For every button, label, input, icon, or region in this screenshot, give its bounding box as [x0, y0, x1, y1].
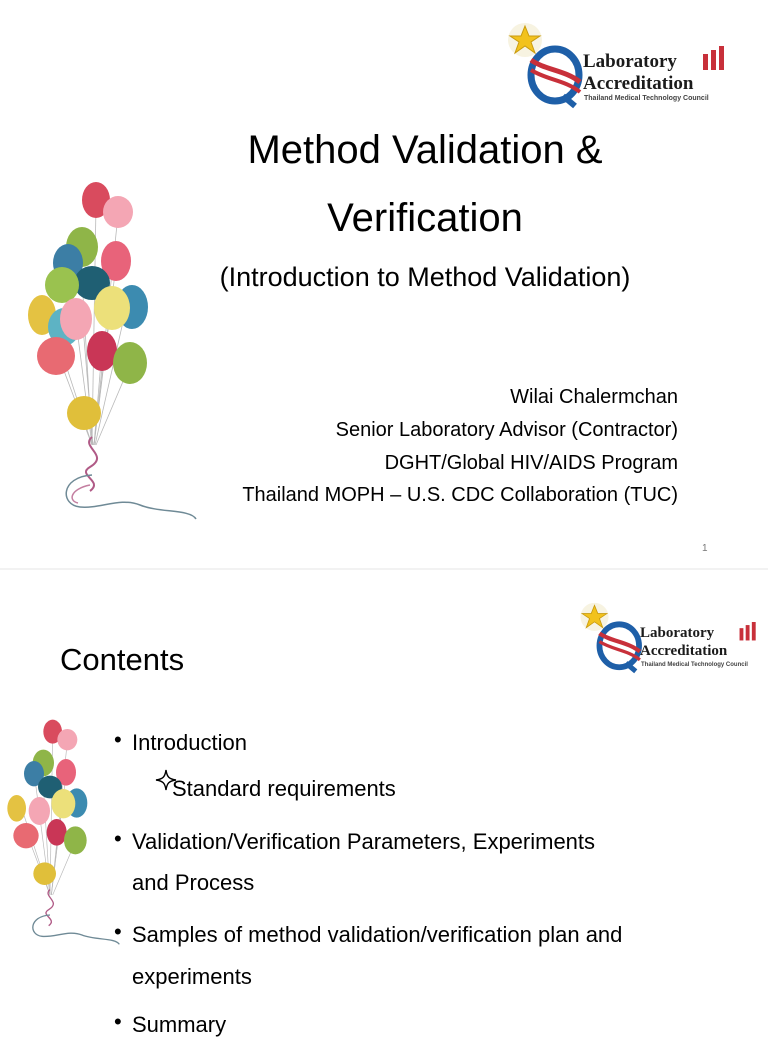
bullet-icon: • — [114, 1009, 122, 1034]
logo-subtitle: Thailand Medical Technology Council — [584, 95, 709, 102]
bullet-icon: • — [114, 826, 122, 851]
logo-subtitle: Thailand Medical Technology Council — [641, 662, 748, 668]
bullet-icon: • — [114, 919, 122, 944]
bullet-summary: Summary — [132, 1012, 227, 1037]
bullet-introduction: Introduction — [132, 730, 247, 755]
slide-number: 1 — [702, 543, 708, 554]
logo-line-laboratory: Laboratory — [583, 51, 677, 72]
bullet-parameters-line-2: and Process — [132, 870, 255, 895]
logo-line-accreditation: Accreditation — [640, 643, 728, 659]
bullet-standard-requirements: Standard requirements — [172, 776, 396, 801]
author-organization: Thailand MOPH – U.S. CDC Collaboration (TUC) — [242, 484, 678, 506]
author-department: DGHT/Global HIV/AIDS Program — [384, 452, 678, 474]
logo-emblem-icon — [505, 20, 585, 110]
bullet-icon: • — [114, 727, 122, 752]
slide-subtitle: (Introduction to Method Validation) — [219, 262, 631, 292]
bullet-samples-line-1: Samples of method validation/verification plan and — [132, 922, 623, 947]
lab-accreditation-logo — [505, 20, 730, 110]
contents-title: Contents — [60, 642, 185, 677]
author-name: Wilai Chalermchan — [510, 386, 678, 408]
author-position: Senior Laboratory Advisor (Contractor) — [335, 419, 678, 441]
lab-accreditation-logo — [578, 600, 763, 675]
test-tubes-icon — [701, 46, 727, 72]
bullet-samples-line-2: experiments — [132, 964, 252, 989]
slide-title-line-1: Method Validation & — [247, 128, 603, 172]
logo-emblem-icon — [578, 600, 644, 675]
test-tubes-icon — [738, 622, 758, 642]
balloons-illustration — [2, 715, 122, 955]
slide-title-line-2: Verification — [327, 196, 523, 240]
logo-line-accreditation: Accreditation — [583, 73, 694, 94]
logo-line-laboratory: Laboratory — [640, 625, 715, 641]
bullet-parameters-line-1: Validation/Verification Parameters, Experiments — [132, 829, 596, 854]
contents-slide — [0, 570, 768, 1037]
